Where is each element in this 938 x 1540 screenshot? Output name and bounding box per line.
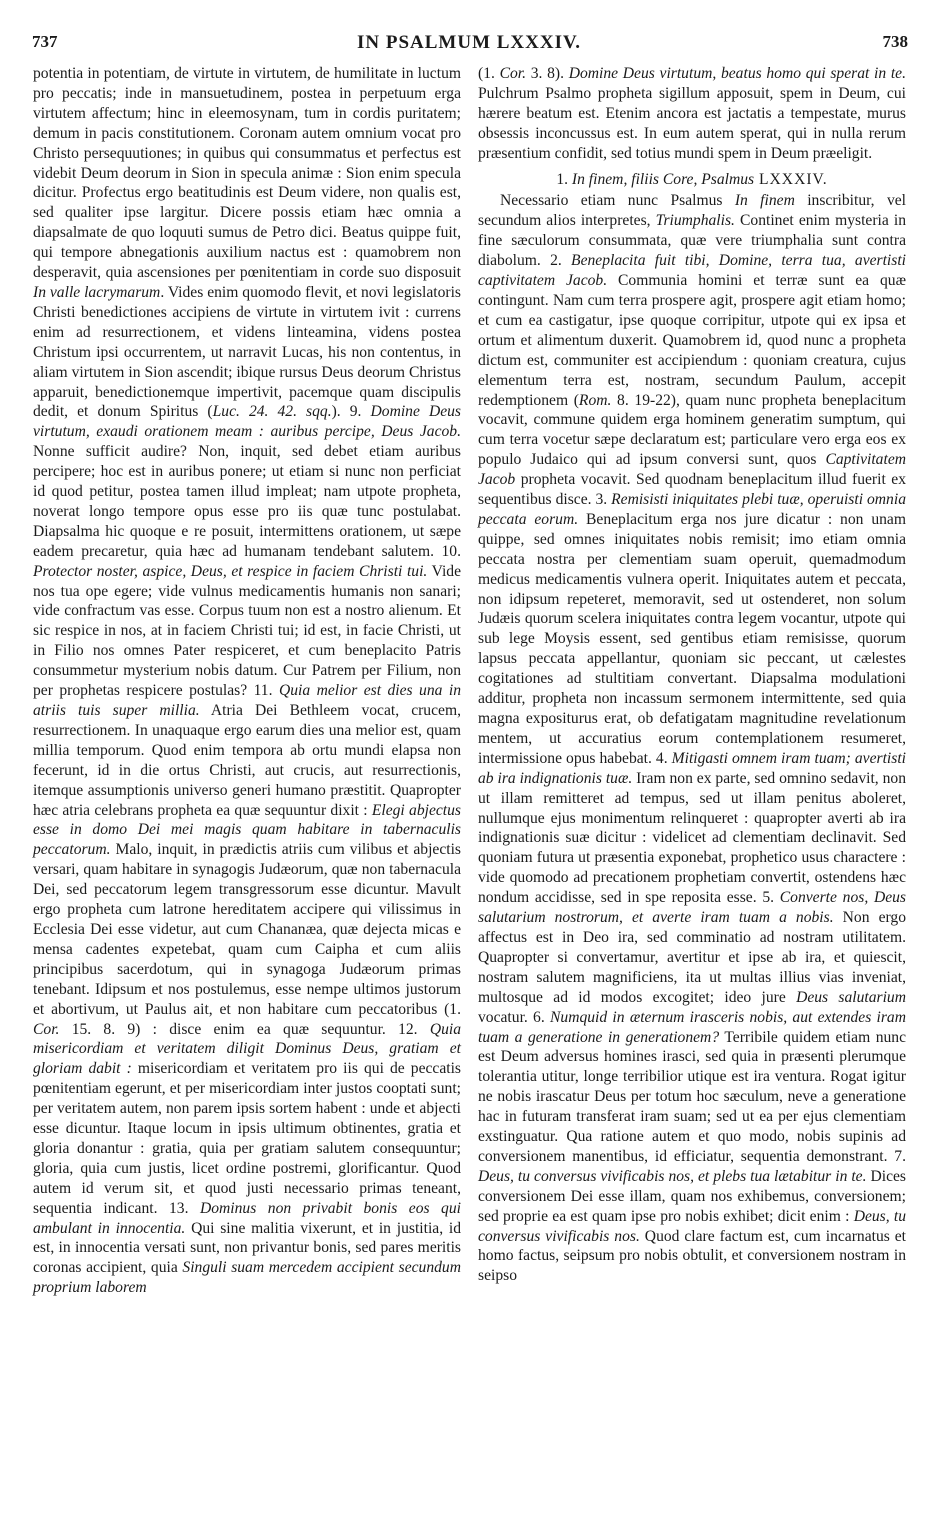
page-number-right: 738: [882, 32, 908, 51]
right-column-paragraph-continued: (1. Cor. 3. 8). Domine Deus virtutum, beatus homo qui sperat in te. Pulchrum Psalmo propheta sigillum apposuit, spem in Deum, cui hærere beatum est. Etenim ancora est jactatis a tempestate, murus obsessis inconcussus est. In eum autem sperat, qui in nulla rerum præsentium confidit, sed totius mundi spem in Deum præeligit.: [478, 65, 907, 162]
page-header: [0, 32, 938, 62]
left-column: [33, 64, 461, 1298]
running-title: IN PSALMUM LXXXIV.: [356, 32, 582, 53]
right-column: [478, 64, 906, 1286]
left-column-paragraph: potentia in potentiam, de virtute in virtutem, de humilitate in luctum pro peccatis; inde in mansuetudinem, postea in perpetuum erga virtutem affectum; hinc in eleemosynam, tum in cordis puritatem; demum in pacis constitutionem. Coronam autem omnium vocat pro Christo persequutiones; in quibus qui consummatus et perfectus est videbit Deum deorum in Sion in specula animæ : Sion enim specula dicitur. Profectus ergo beatitudinis est Deum videre, non qualis est, sed qualiter ipse largitur. Dicere possis etiam hæc omnia a diapsalmate de quo loquuti sumus de Petro dici. Beatus quippe fuit, qui tempore abnegationis auxilium nactus est : quamobrem non desperavit, quia ascensiones per pœnitentiam in corde suo disposuit In valle lacrymarum. Vides enim quomodo flevit, et novi legislatoris Christi benedictiones accipiens de virtute in virtutem ivit : currens enim ad resurrectionem, et videns linteamina, videns postea Christum ipsi occurrentem, ut narravit Lucas, his non contentus, in aliam virtutem in Sion ascendit; ibique rursus Deus deorum Christus apparuit, benedictionemque impertivit, pacemque quam discipulis dedit, et donum Spiritus (Luc. 24. 42. sqq.). 9. Domine Deus virtutum, exaudi orationem meam : auribus percipe, Deus Jacob. Nonne sufficit audire? Non, inquit, sed debet etiam auribus percipere; hoc est in auribus ponere; ut etiam si nunc non perficiat id quod petitur, postea tamen illud impleat; nam utpote propheta, noverat longo tempore opus esse pro iis quæ tunc postulabat. Diapsalma hic quoque e re posuit, intermittens orationem, ut sæpe eadem precaretur, quia hæc ad humanam tendebant salutem. 10. Protector noster, aspice, Deus, et respice in faciem Christi tui. Vide nos tua ope egere; vide vulnus medicamentis humanis non sanari; vide confractum vas esse. Corpus tuum non est a nostro alienum. Et sic respice in nos, at in faciem Christi tui; id est, in facie Christi, ut in Filio nos omnes Pater respiceret, et cum beneplacito Patris consummetur mysterium nobis datum. Cur Patrem per Filium, non per prophetas respicere postulas? 11. Quia melior est dies una in atriis tuis super millia. Atria Dei Bethleem vocat, crucem, resurrectionem. In unaquaque ergo earum dies una melior est, quam millia temporum. Quod enim tempora ab ortu mundi elapsa non fecerunt, id in die ortus Christi, aut crucis, aut resurrectionis, itemque assumptionis universo generi humano præstitit. Quapropter hæc atria celebrans propheta ea quæ sequuntur dixit : Elegi abjectus esse in domo Dei mei magis quam habitare in tabernaculis peccatorum. Malo, inquit, in prædictis atriis cum vilibus et abjectis versari, quam habitare in synagogis Judæorum, quæ non tabernacula Dei, sed peccatorum legem transgressorum esse dicuntur. Mavult ergo propheta cum latrone hereditatem accipere qui vilissimus in Ecclesia Dei esse videtur, aut cum Chananæa, quæ dejecta micas e mensa cadentes expetebat, quam cum Caipha et cum aliis principibus sacerdotum, qui in synagoga Judæorum primas tenebant. Idipsum et nos postulemus, esse nempe ultimos justorum et abortivum, ut Paulus ait, et non habitare cum peccatoribus (1. Cor. 15. 8. 9) : disce enim ea quæ sequuntur. 12. Quia misericordiam et veritatem diligit Dominus Deus, gratiam et gloriam dabit : misericordiam et veritatem pro iis qui de peccatis pœnitentiam egerunt, et per misericordiam inter justos cooptati sunt; per veritatem autem, non parem ipsis sortem habent : unde et abjecti esse dicuntur. Itaque locum in ipsis ultimum obtinentes, gratia et gloria donantur : gratia, quia per gratiam salutem consequuntur; gloria, quia cum justis, licet ordine postremi, glorificantur. Quod autem id verum sit, et quod justi necessario primas teneant, sequentia indicant. 13. Dominus non privabit bonis eos qui ambulant in innocentia. Qui sine malitia vixerunt, et in justitia, id est, in innocentia versati sunt, non privantur bonis, sed pares meritis coronas accipient, quia Singuli suam mercedem accipient secundum proprium laborem: [33, 65, 462, 1297]
page-number-left: 737: [32, 32, 58, 51]
psalm-heading: 1. In finem, filiis Core, Psalmus LXXXIV.: [556, 170, 828, 188]
right-column-paragraph-commentary: Necessario etiam nunc Psalmus In finem inscribitur, vel secundum alios interpretes, Triumphalis. Continet enim mysteria in fine sæculorum consummata, quæ vere triumphalia sunt contra diabolum. 2. Beneplacita fuit tibi, Domine, terra tua, avertisti captivitatem Jacob. Communia homini et terræ sunt ea quæ contingunt. Nam cum terra prospere agit, prospere agit etiam homo; et cum ea castigatur, ipse quoque corripitur, utpote qui ex ipsa et ortum et alimentum duxerit. Quamobrem id, quod nunc a propheta dictum est, communiter est accipiendum : quoniam creatura, cujus elementum terra est, nostram, secundum Paulum, accepit redemptionem (Rom. 8. 19-22), quam nunc propheta beneplacitum vocavit, commune quidem erga hominem generatim sumptum, qui cum terra vocetur sæpe declaratum est; particulare vero erga eos ex populo Judaico qui ad ipsum conversi sunt, quos Captivitatem Jacob propheta vocavit. Sed quodnam beneplacitum illud fuerit ex sequentibus disce. 3. Remisisti iniquitates plebi tuæ, operuisti omnia peccata eorum. Beneplacitum erga nos jure dicatur : non unam quippe, sed omnes iniquitates nobis remisit; imo etiam omnia peccata nostra per clementiam suam operuit, quemadmodum medicus medicamentis vulnera operit. Iniquitates autem et peccata, non idipsum repeteret, memoravit, sed ut ostenderet, non solum Judæis quorum scelera iniquitates contra legem vocantur, utpote qui sub lege Moysis essent, sed gentibus etiam remisisse, quorum lapsus peccata appellantur, quoniam sic peccant, ut cælestes cogitationes ad stultitiam convertant. Diapsalma modulationi additur, propheta non incassum sermonem intermittente, sed quia magna expositurus erat, ob defatigatam magnitudine revelationum mentem, ut accuratius eorum contemplationem resumeret, intermissione opus habebat. 4. Mitigasti omnem iram tuam; avertisti ab ira indignationis tuæ. Iram non ex parte, sed omnino sedavit, non ut illam remitteret ad tempus, sed ut illam penitus aboleret, nullumque ejus monimentum relinqueret : quapropter averti ab ira indignationis suæ dicitur : videlicet ad clementiam declinavit. Sed quoniam futura ut præsentia exponebat, prophetico usus charactere : vide quomodo ad precationem prophetiam convertit, ostendens hæc nondum accidisse, sed in spe reposita esse. 5. Converte nos, Deus salutarium nostrorum, et averte iram tuam a nobis. Non ergo affectus est in Deo ira, sed comminatio ad nostram utilitatem. Quapropter si convertamur, avertitur et ipse ab ira, et quiescit, nostram salutem magnificiens, ita ut multas illius vias inveniat, multosque ad id modos excogitet; ideo jure Deus salutarium vocatur. 6. Numquid in æternum irasceris nobis, aut extendes iram tuam a generatione in generationem? Terribile quidem etiam nunc est Deum adversus homines irasci, sed quia in præsenti plerumque tolerantia utitur, longe terribilior utique est ira ventura. Rogat igitur ne nobis irascatur Deus per totum hoc sæculum, neve a generatione hac in futuram transferat iram suam; sed ut ea per ejus clementiam exstinguatur. Qua ratione autem et quo modo, nobis supinis ad conversionem manentibus, id efficiatur, sequentia demonstrant. 7. Deus, tu conversus vivificabis nos, et plebs tua lætabitur in te. Dices conversionem Dei esse illam, quam nos exhibemus, conversionem; sed proprie ea est quam ipse pro nobis exhibet; dicit enim : Deus, tu conversus vivificabis nos. Quod clare factum est, cum incarnatus et homo factus, seipsum pro nobis obtulit, et conversionem nostram in seipso: [478, 192, 907, 1285]
